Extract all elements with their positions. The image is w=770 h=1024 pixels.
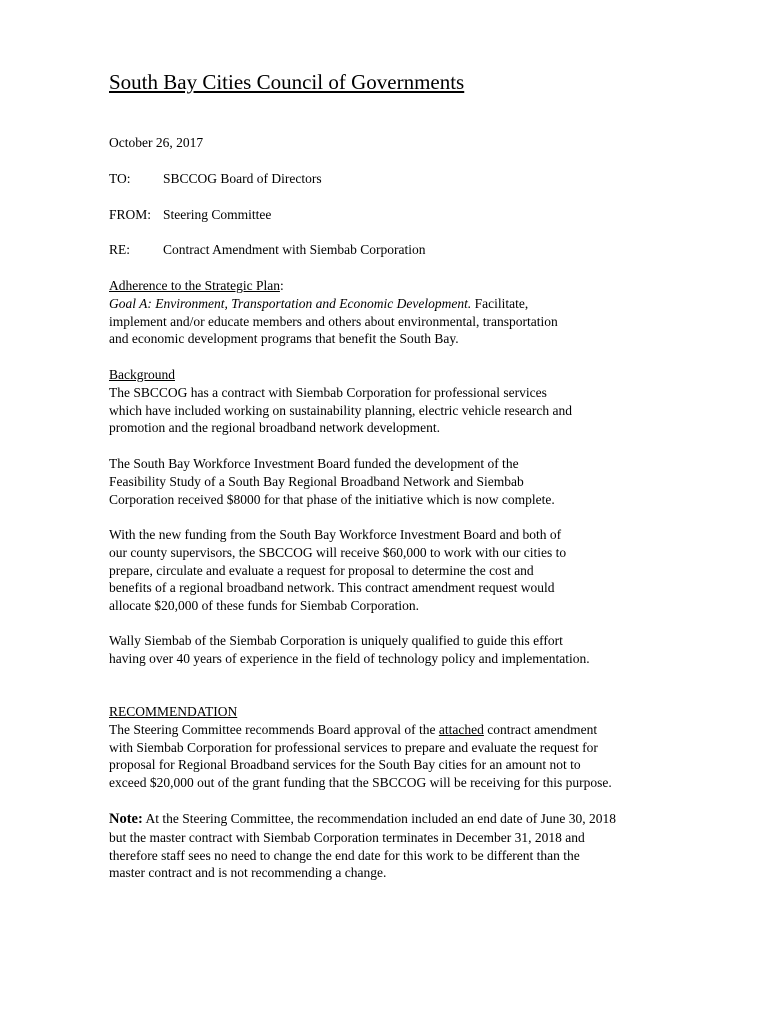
memo-re xyxy=(109,241,425,259)
goal-a-text: Goal A: Environment, Transportation and Economic Development. xyxy=(109,295,472,311)
memo-from xyxy=(109,206,271,224)
background-line: benefits of a regional broadband network. This contract amendment request would xyxy=(109,580,555,596)
recommendation-line: proposal for Regional Broadband services for the South Bay cities for an amount not to xyxy=(109,757,581,773)
background-line: promotion and the regional broadband network development. xyxy=(109,420,441,436)
background-line: The South Bay Workforce Investment Board funded the development of the xyxy=(109,456,519,471)
adherence-heading: Adherence to the Strategic Plan xyxy=(109,278,280,293)
recommendation-line: exceed $20,000 out of the grant funding that the SBCCOG will be receiving for this purpose. xyxy=(109,775,612,791)
background-paragraph-3 xyxy=(109,526,689,615)
background-line: Wally Siembab of the Siembab Corporation is uniquely qualified to guide this effort xyxy=(109,633,563,648)
background-line: our county supervisors, the SBCCOG will receive $60,000 to work with our cities to xyxy=(109,544,567,560)
attached-link[interactable]: attached xyxy=(438,721,484,737)
background-paragraph-4 xyxy=(109,632,689,668)
background-line: With the new funding from the South Bay Workforce Investment Board and both of xyxy=(109,527,562,542)
background-line: Corporation received $8000 for that phase of the initiative which is now complete. xyxy=(109,491,555,507)
from-label: FROM: xyxy=(109,207,152,222)
adherence-section xyxy=(109,277,689,348)
note-line-start: At the Steering Committee, the recommendation included an end date of June 30, 2018 xyxy=(142,811,616,826)
recommendation-line-start: The Steering Committee recommends Board approval of the xyxy=(109,721,439,737)
note-line: therefore staff sees no need to change the end date for this work to be different than the xyxy=(109,847,580,863)
document-title: South Bay Cities Council of Governments xyxy=(109,70,465,94)
background-line: Feasibility Study of a South Bay Regional Broadband Network and Siembab xyxy=(109,473,524,489)
note-line: master contract and is not recommending a change. xyxy=(109,865,387,881)
background-heading: Background xyxy=(109,367,175,382)
re-value: Contract Amendment with Siembab Corporation xyxy=(163,242,426,257)
adherence-line: and economic development programs that benefit the South Bay. xyxy=(109,331,459,347)
background-line: which have included working on sustainability planning, electric vehicle research and xyxy=(109,402,572,418)
background-line: The SBCCOG has a contract with Siembab Corporation for professional services xyxy=(109,384,547,400)
note-label: Note: xyxy=(109,811,143,827)
background-section xyxy=(109,366,689,437)
note-section xyxy=(109,810,689,882)
re-label: RE: xyxy=(109,242,131,257)
background-paragraph-2 xyxy=(109,455,689,508)
adherence-line: implement and/or educate members and others about environmental, transportation xyxy=(109,313,558,329)
recommendation-heading: RECOMMENDATION xyxy=(109,704,238,719)
recommendation-line-end: contract amendment xyxy=(483,721,598,737)
to-label: TO: xyxy=(109,171,131,186)
adherence-heading-colon: : xyxy=(279,278,284,293)
goal-a-rest: Facilitate, xyxy=(471,295,529,311)
background-line: allocate $20,000 of these funds for Siembab Corporation. xyxy=(109,598,420,614)
to-value: SBCCOG Board of Directors xyxy=(163,171,322,186)
background-line: prepare, circulate and evaluate a request for proposal to determine the cost and xyxy=(109,562,534,578)
memo-date: October 26, 2017 xyxy=(109,135,204,150)
note-line: but the master contract with Siembab Corporation terminates in December 31, 2018 and xyxy=(109,829,585,845)
recommendation-line: with Siembab Corporation for professional services to prepare and evaluate the request for xyxy=(109,739,598,755)
background-line: having over 40 years of experience in the field of technology policy and implementation. xyxy=(109,650,590,666)
memo-to xyxy=(109,170,322,188)
recommendation-section xyxy=(109,703,689,792)
from-value: Steering Committee xyxy=(163,207,272,222)
